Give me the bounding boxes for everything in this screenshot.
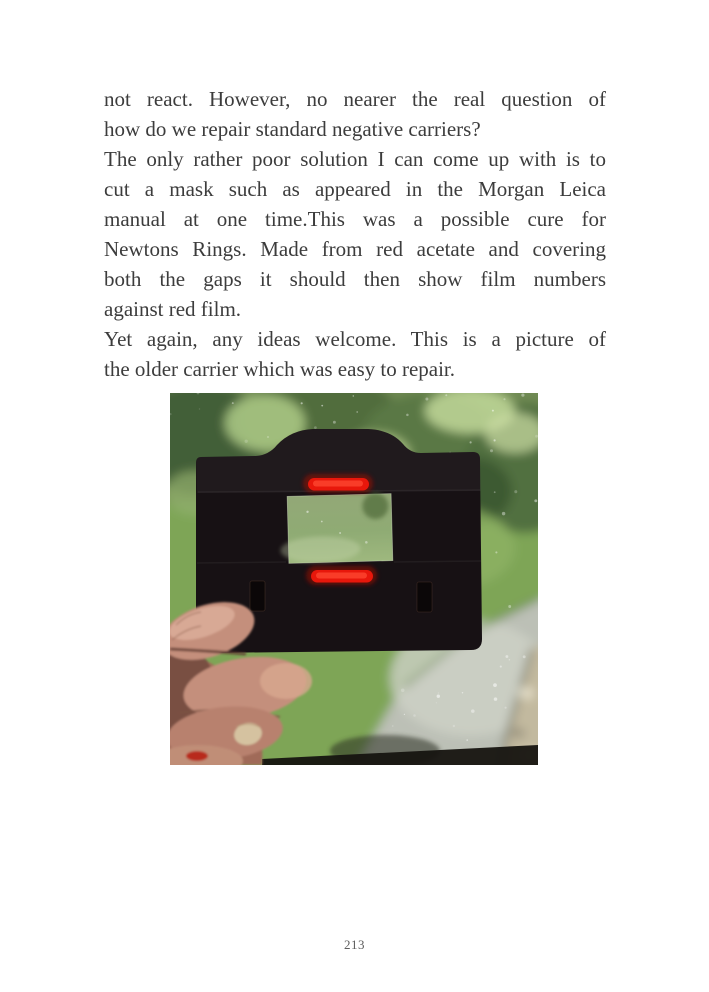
text-line: manual at one time.This was a possible cure for [104,207,606,231]
red-acetate-strip-bottom [306,566,377,585]
carrier-tab-left [250,581,265,611]
carrier-tab-right [417,582,432,612]
red-acetate-strip-top [303,474,373,493]
text-line: Newtons Rings. Made from red acetate and covering [104,237,606,261]
carrier-window [279,493,393,564]
text-line: against red film. [104,297,242,321]
text-line: not react. However, no nearer the real question of [104,87,606,111]
text-line: both the gaps it should then show film numbers [104,267,606,291]
text-line: how do we repair standard negative carriers? [104,117,481,141]
photo-svg [170,393,538,765]
text-line: cut a mask such as appeared in the Morgan Leica [104,177,606,201]
carrier-photo [170,393,538,765]
red-sliver [186,751,208,761]
page-number: 213 [344,937,365,952]
text-line: the older carrier which was easy to repair. [104,357,456,381]
body-text [104,84,606,384]
text-line: The only rather poor solution I can come up with is to [104,147,606,171]
text-line: Yet again, any ideas welcome. This is a picture of [104,327,606,351]
